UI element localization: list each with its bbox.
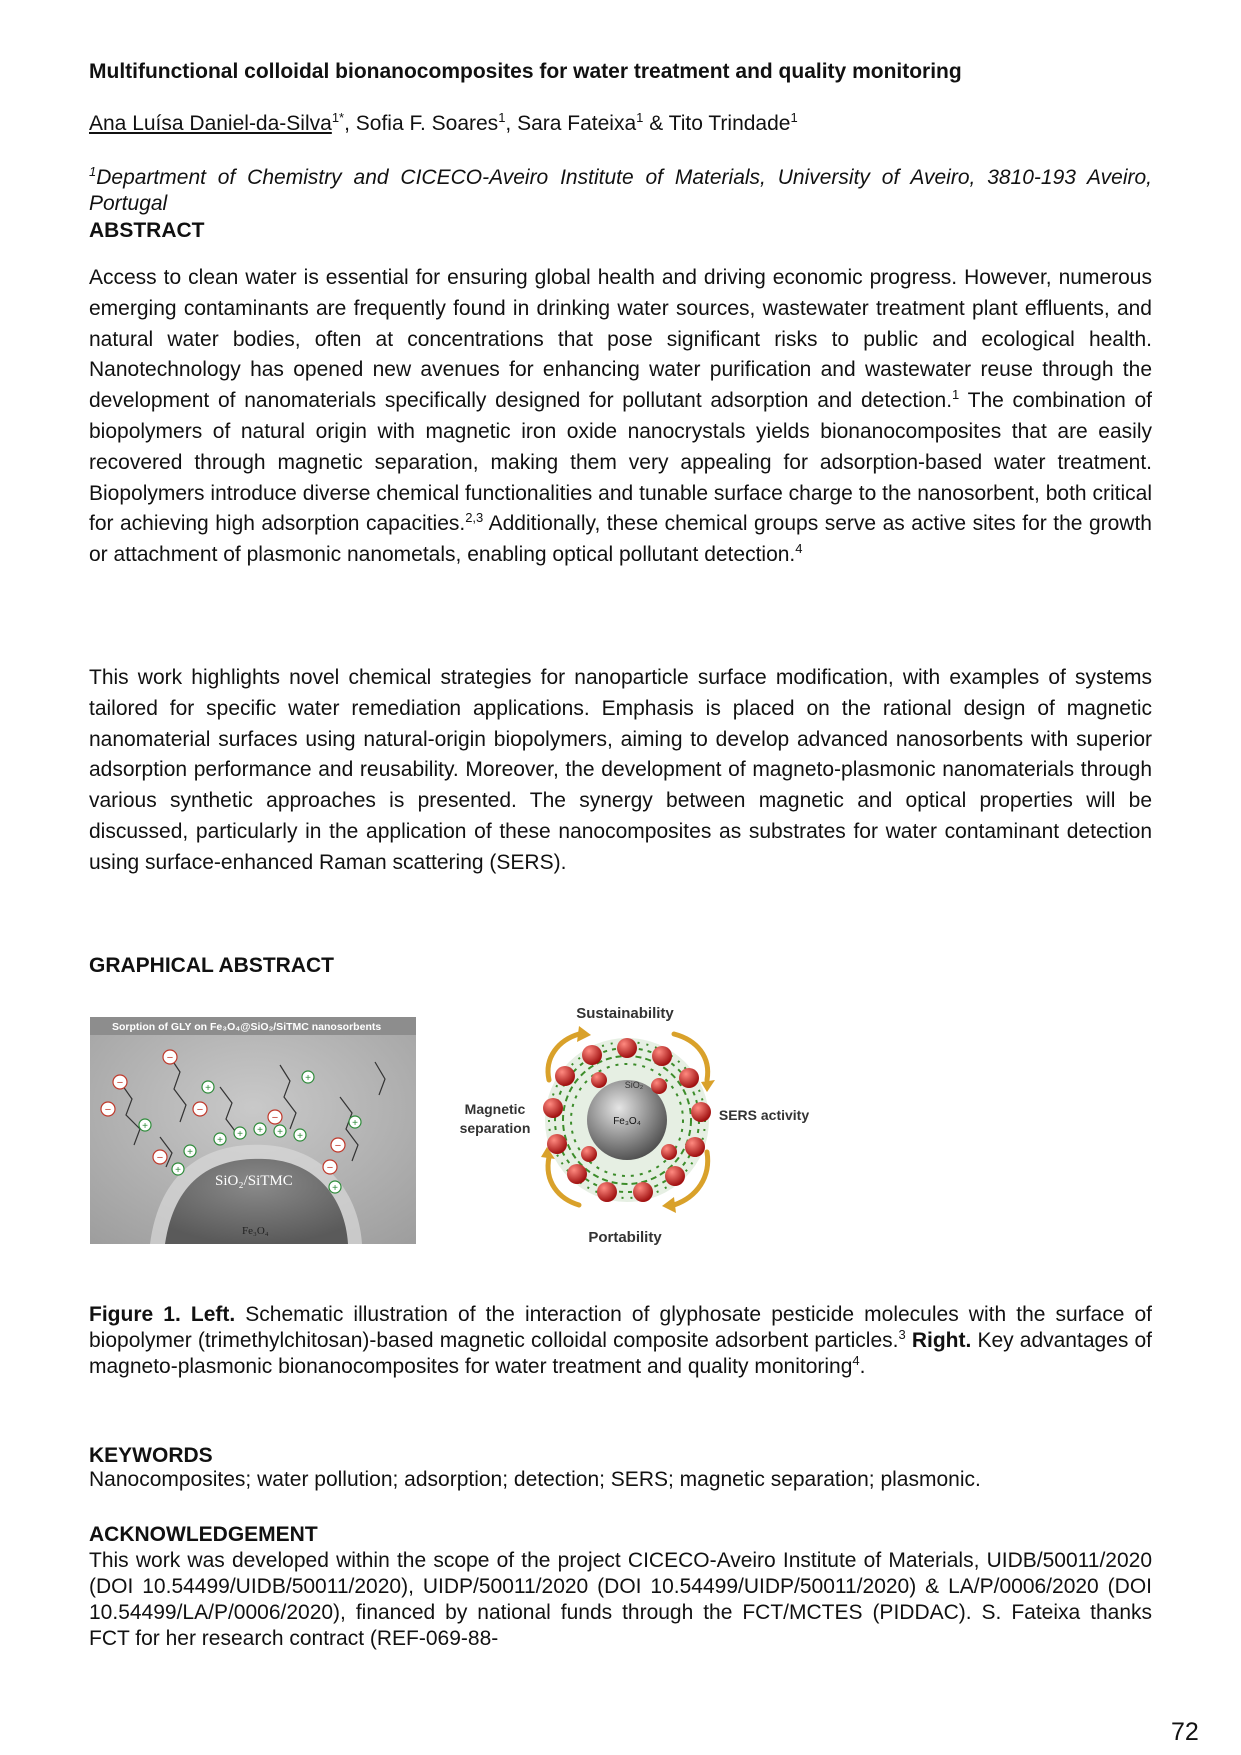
positive-charge-text: +: [217, 1135, 223, 1146]
shell-label: SiO₂/SiTMC: [215, 1173, 293, 1189]
affiliation-sup: 1: [89, 164, 97, 179]
abstract-text: Access to clean water is essential for ensuring global health and driving economic progress. However, numerous emerging contaminants are frequently found in drinking water sources, wastewater treatment plant effluents, and natural water bodies, often at concentrations that pose significant risks to public and ecological health. Nanotechnology has opened new avenues for enhancing water purification and wastewater reuse through the development of nanomaterials specifically designed for pollutant adsorption and detection.: [89, 266, 1152, 413]
acknowledgement-section: [89, 1522, 1152, 1652]
negative-charge-text: −: [196, 1104, 204, 1116]
magnetic-label-line1: Magnetic: [464, 1101, 526, 1117]
page-number: 72: [1171, 1718, 1199, 1746]
negative-charge-text: −: [271, 1112, 279, 1124]
abstract-paragraph-1: [89, 263, 1152, 571]
caption-left-label: Left.: [180, 1303, 236, 1326]
positive-charge-text: +: [187, 1147, 193, 1158]
figure-banner-text: Sorption of GLY on Fe₃O₄@SiO₂/SiTMC nanosorbents: [112, 1021, 382, 1033]
positive-charge-text: +: [305, 1073, 311, 1084]
core-label-right: Fe₃O₄: [613, 1116, 641, 1127]
author: , Sara Fateixa: [505, 112, 637, 135]
glyphosate-sorption-image: [90, 1017, 416, 1244]
positive-charge-text: +: [205, 1083, 211, 1094]
caption-right-label: Right.: [905, 1329, 972, 1352]
abstract-text: The combination of biopolymers of natural origin with magnetic iron oxide nanocrystals yields bionanocomposites that are easily recovered through magnetic separation, making them very appealing for adsorption-based water treatment. Biopolymers introduce diverse chemical functionalities and tunable surface charge to the nanosorbent, both critical for achieving high adsorption capacities.: [89, 389, 1152, 536]
negative-charge-text: −: [116, 1077, 124, 1089]
magneto-plasmonic-diagram: [449, 1002, 829, 1252]
negative-charge-text: −: [326, 1162, 334, 1174]
author-sup: 1: [636, 110, 644, 125]
corresponding-author: Ana Luísa Daniel-da-Silva: [89, 112, 332, 135]
portability-label: Portability: [588, 1229, 662, 1246]
paper-title: Multifunctional colloidal bionanocomposites for water treatment and quality monitoring: [89, 60, 962, 83]
citation-sup: 1: [952, 387, 960, 403]
author: & Tito Trindade: [643, 112, 791, 135]
author: , Sofia F. Soares: [344, 112, 499, 135]
keywords-heading: KEYWORDS: [89, 1444, 213, 1467]
positive-charge-text: +: [257, 1125, 263, 1136]
affiliation: [89, 165, 1152, 217]
caption-text: .: [859, 1355, 866, 1378]
abstract-text: Additionally, these chemical groups serve as active sites for the growth or attachment of plasmonic nanometals, enabling optical pollutant detection.: [89, 512, 1152, 567]
graphical-abstract-heading: GRAPHICAL ABSTRACT: [89, 954, 334, 977]
affiliation-text: Department of Chemistry and CICECO-Aveiro Institute of Materials, University of Aveiro, 3810-193 Aveiro, Portugal: [89, 166, 1152, 215]
positive-charge-text: +: [332, 1183, 338, 1194]
acknowledgement-text: This work was developed within the scope of the project CICECO-Aveiro Institute of Materials, UIDB/50011/2020 (DOI 10.54499/UIDB/50011/2020), UIDP/50011/2020 (DOI 10.54499/UIDP/50011/2020) & LA/P/0006/2020 (DOI 10.54499/LA/P/0006/2020), financed by national funds through the FCT/MCTES (PIDDAC). S. Fateixa thanks FCT for her research contract (REF-069-88-: [89, 1549, 1152, 1650]
keywords-text: Nanocomposites; water pollution; adsorption; detection; SERS; magnetic separation; plasmonic.: [89, 1468, 981, 1491]
positive-charge-text: +: [142, 1121, 148, 1132]
citation-sup: 3: [898, 1327, 906, 1342]
author-list: [89, 112, 798, 136]
positive-charge-text: +: [352, 1118, 358, 1129]
magnetic-label-line2: separation: [459, 1120, 531, 1136]
shell-label-right: SiO₂: [624, 1080, 644, 1090]
negative-charge-text: −: [156, 1152, 164, 1164]
negative-charge-text: −: [166, 1052, 174, 1064]
acknowledgement-heading: ACKNOWLEDGEMENT: [89, 1523, 318, 1546]
graphical-abstract-figure: [89, 1005, 1152, 1258]
abstract-paragraph-2: This work highlights novel chemical strategies for nanoparticle surface modification, with examples of systems tailored for specific water remediation applications. Emphasis is placed on the rational design of magnetic nanomaterial surfaces using natural-origin biopolymers, aiming to develop advanced nanosorbents with superior adsorption performance and reusability. Moreover, the development of magneto-plasmonic nanomaterials through various synthetic approaches is presented. The synergy between magnetic and optical properties will be discussed, particularly in the application of these nanocomposites as substrates for water contaminant detection using surface-enhanced Raman scattering (SERS).: [89, 666, 1152, 874]
positive-charge-text: +: [277, 1127, 283, 1138]
citation-sup: 4: [852, 1353, 860, 1368]
author-sup: 1*: [331, 110, 345, 125]
sustainability-label: Sustainability: [576, 1005, 674, 1022]
figure-label: Figure 1.: [89, 1303, 181, 1326]
positive-charge-text: +: [175, 1165, 181, 1176]
author-sup: 1: [790, 110, 798, 125]
core-label: Fe₃O₄: [242, 1225, 269, 1237]
citation-sup: 2,3: [465, 510, 484, 526]
keywords-section: [89, 1444, 981, 1492]
positive-charge-text: +: [237, 1129, 243, 1140]
negative-charge-text: −: [104, 1104, 112, 1116]
figure-caption: [89, 1302, 1152, 1380]
citation-sup: 4: [795, 541, 803, 557]
positive-charge-text: +: [297, 1131, 303, 1142]
caption-text: Schematic illustration of the interaction of glyphosate pesticide molecules with the surface of biopolymer (trimethylchitosan)-based magnetic colloidal composite adsorbent particles.: [89, 1303, 1152, 1352]
sers-activity-label: SERS activity: [718, 1107, 810, 1123]
abstract-heading: ABSTRACT: [89, 219, 205, 242]
author-sup: 1: [498, 110, 506, 125]
negative-charge-text: −: [334, 1140, 342, 1152]
caption-text: Key advantages of magneto-plasmonic bionanocomposites for water treatment and quality monitoring: [89, 1329, 1152, 1378]
